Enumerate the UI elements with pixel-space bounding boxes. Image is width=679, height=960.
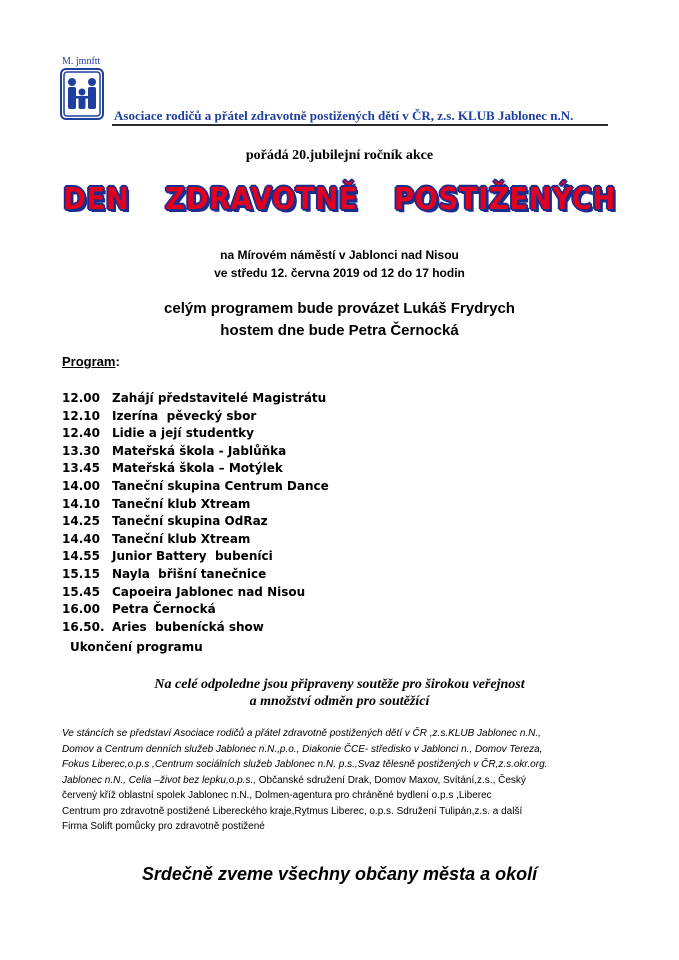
program-item-time: 14.00 xyxy=(62,478,100,493)
organization-name: Asociace rodičů a přátel zdravotně postižených dětí v ČR, z.s. KLUB Jablonec n.N. xyxy=(114,108,574,123)
program-item xyxy=(62,496,329,514)
family-icon xyxy=(60,68,104,120)
exhibitors-line: Ve stáncích se představí Asociace rodičů a přátel zdravotně postižených dětí v ČR ,z.s.KLUB Jablonec n.N., xyxy=(62,728,541,739)
program-item-time: 14.55 xyxy=(62,549,100,564)
program-item xyxy=(62,513,329,531)
program-list xyxy=(62,390,329,636)
program-item-text: Capoeira Jablonec nad Nisou xyxy=(112,584,306,599)
exhibitors-line: Domov a Centrum denních služeb Jablonec n.N.,p.o., Diakonie ČCE- středisko v Jablonci n., Domov Tereza, xyxy=(62,743,543,755)
header-divider xyxy=(112,124,608,126)
program-item xyxy=(62,425,329,443)
program-item-text: Aries bubenícká show xyxy=(112,619,264,634)
program-item-text: Junior Battery bubeníci xyxy=(112,549,273,564)
program-item-text: Izerína pěvecký sbor xyxy=(112,408,257,423)
exhibitors-line: Centrum pro zdravotně postižené Libereckého kraje,Rytmus Liberec, o.p.s. Sdružení Tulipán,z.s. a další xyxy=(62,805,523,817)
program-item-text: Mateřská škola – Motýlek xyxy=(112,461,283,476)
program-item-text: Mateřská škola - Jablůňka xyxy=(112,443,287,458)
program-closing: Ukončení programu xyxy=(70,640,203,654)
program-item xyxy=(62,601,329,619)
program-item-time: 16.50. xyxy=(62,619,105,634)
event-title-banner xyxy=(27,182,652,217)
competitions-note-line1: Na celé odpoledne jsou připraveny soutěže pro širokou veřejnost xyxy=(154,677,525,692)
program-item-text: Taneční klub Xtream xyxy=(112,531,251,546)
program-item xyxy=(62,408,329,426)
event-place: na Mírovém náměstí v Jablonci nad Nisou xyxy=(220,248,459,262)
host-line: celým programem bude provázet Lukáš Frydrych xyxy=(164,300,515,317)
program-item xyxy=(62,443,329,461)
program-item-time: 14.10 xyxy=(62,496,100,511)
program-item xyxy=(62,478,329,496)
event-hosts xyxy=(0,298,679,342)
program-item-time: 13.30 xyxy=(62,443,100,458)
event-subtitle: pořádá 20.jubilejní ročník akce xyxy=(245,148,434,163)
program-heading xyxy=(62,354,120,369)
competitions-note-line2: a množství odměn pro soutěžící xyxy=(249,694,430,709)
program-item-text: Taneční skupina OdRaz xyxy=(112,514,268,529)
program-item xyxy=(62,390,329,408)
program-item xyxy=(62,531,329,549)
program-item-time: 14.25 xyxy=(62,514,100,529)
organization-small-label: M. jmnftt xyxy=(62,56,101,67)
invitation-line: Srdečně zveme všechny občany města a okolí xyxy=(141,864,538,884)
program-item-time: 12.10 xyxy=(62,408,100,423)
program-item-time: 13.45 xyxy=(62,461,100,476)
banner-word-zdravotne: ZDRAVOTNĚ xyxy=(165,182,359,217)
program-item-text: Petra Černocká xyxy=(112,602,216,617)
exhibitors-line xyxy=(62,773,610,789)
program-item-time: 12.40 xyxy=(62,426,100,441)
banner-word-postizenych: POSTIŽENÝCH xyxy=(393,182,616,217)
program-item-time: 15.45 xyxy=(62,584,100,599)
program-item xyxy=(62,548,329,566)
program-item-time: 14.40 xyxy=(62,531,100,546)
exhibitors-line-italic-part: Jablonec n.N., Celia –život bez lepku,o.p.s., xyxy=(62,774,256,786)
program-item-time: 16.00 xyxy=(62,602,100,617)
program-item-time: 15.15 xyxy=(62,566,100,581)
program-heading-text: Program xyxy=(62,354,116,369)
program-item-text: Taneční klub Xtream xyxy=(112,496,251,511)
program-item-text: Nayla břišní tanečnice xyxy=(112,566,267,581)
exhibitors-line: červený kříž oblastní spolek Jablonec n.N., Dolmen-agentura pro chráněné bydlení o.p.s ,Liberec xyxy=(62,790,492,801)
banner-word-den: DEN xyxy=(63,182,130,217)
program-heading-colon: : xyxy=(115,354,120,369)
exhibitors-line: Fokus Liberec,o.p.s ,Centrum sociálních služeb Jablonec n.N. p.s.,Svaz tělesně postižených v ČR,z.s.okr.org. xyxy=(62,759,548,770)
program-item xyxy=(62,584,329,602)
event-place-date xyxy=(0,246,679,282)
guest-line: hostem dne bude Petra Černocká xyxy=(220,322,459,339)
program-item-text: Lidie a její studentky xyxy=(112,426,254,441)
program-item-text: Zahájí představitelé Magistrátu xyxy=(112,391,327,405)
program-item xyxy=(62,460,329,478)
exhibitors-paragraph xyxy=(62,726,610,835)
program-item xyxy=(62,619,329,637)
exhibitors-line: Firma Solift pomůcky pro zdravotně postižené xyxy=(62,821,265,832)
program-item xyxy=(62,566,329,584)
event-date: ve středu 12. června 2019 od 12 do 17 hodin xyxy=(214,266,465,280)
program-item-text: Taneční skupina Centrum Dance xyxy=(112,478,329,493)
competitions-note xyxy=(0,676,679,710)
exhibitors-line-regular-part: Občanské sdružení Drak, Domov Maxov, Svítání,z.s., Český xyxy=(256,774,526,786)
program-item-time: 12.00 xyxy=(62,391,100,405)
